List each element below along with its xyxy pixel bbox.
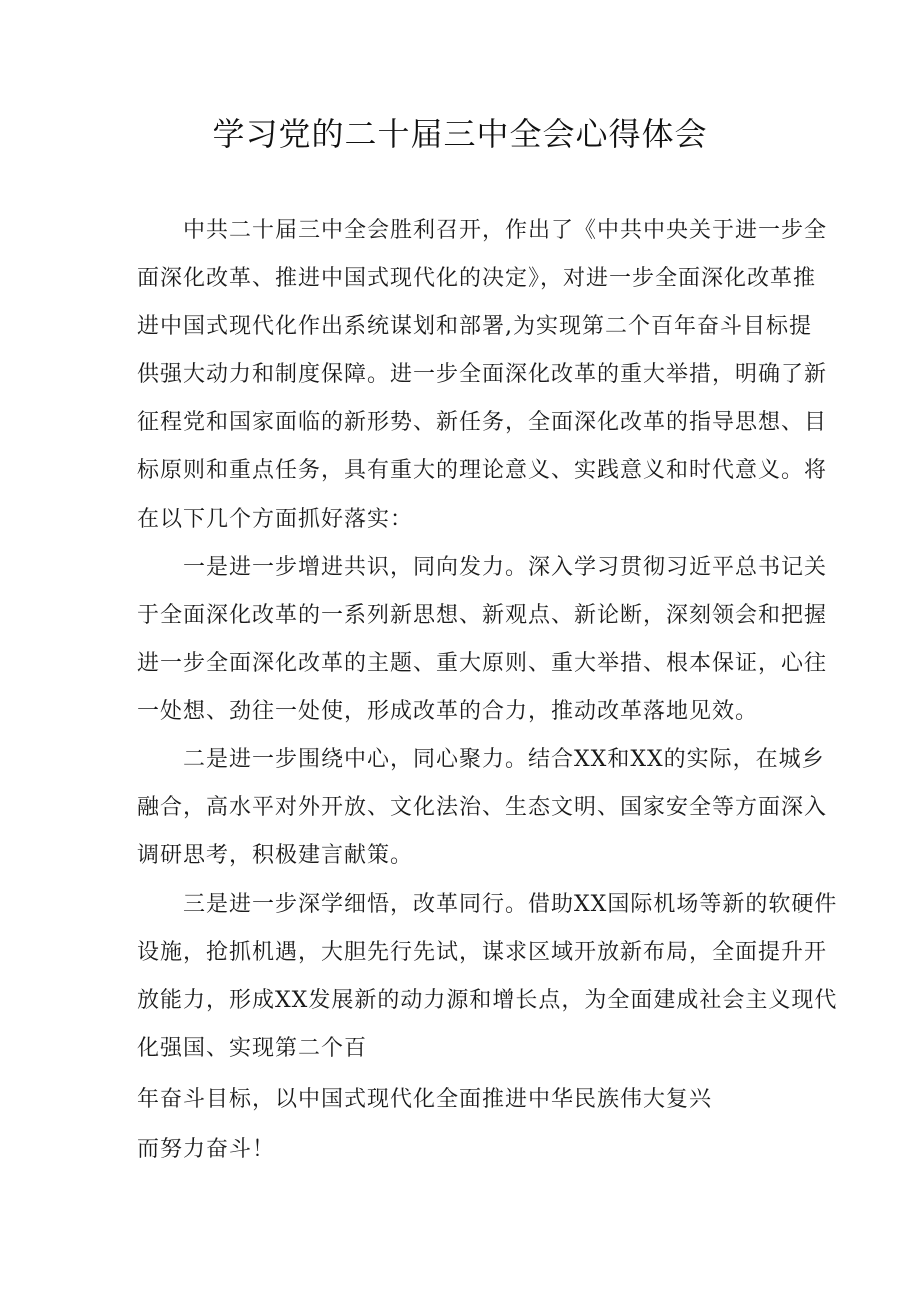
- paragraph-1-line-3: 进中国式现代化作出系统谋划和部署,为实现第二个百年奋斗目标提: [137, 314, 812, 339]
- paragraph-2-line-1: 一是进一步增进共识，同向发力。深入学习贯彻习近平总书记关: [183, 555, 828, 580]
- paragraph-1-line-2: 面深化改革、推进中国式现代化的决定》，对进一步全面深化改革推: [137, 266, 817, 291]
- document-title: 学习党的二十届三中全会心得体会: [212, 115, 708, 153]
- paragraph-2-line-3: 进一步全面深化改革的主题、重大原则、重大举措、根本保证，心往: [137, 651, 828, 676]
- paragraph-4-line-3: 放能力，形成XX发展新的动力源和增长点，为全面建成社会主义现代: [137, 988, 838, 1013]
- paragraph-4-line-2: 设施，抢抓机遇，大胆先行先试，谋求区域开放新布局，全面提升开: [137, 940, 828, 965]
- paragraph-4-line-5: 年奋斗目标，以中国式现代化全面推进中华民族伟大复兴: [137, 1087, 713, 1112]
- paragraph-1-line-6: 标原则和重点任务，具有重大的理论意义、实践意义和时代意义。将: [137, 458, 828, 483]
- paragraph-3-line-1: 二是进一步围绕中心，同心聚力。结合XX和XX的实际，在城乡: [183, 747, 825, 772]
- paragraph-1-line-5: 征程党和国家面临的新形势、新任务，全面深化改革的指导思想、目: [137, 410, 828, 435]
- paragraph-3-line-2: 融合，高水平对外开放、文化法治、生态文明、国家安全等方面深入: [137, 795, 828, 820]
- paragraph-4-line-4: 化强国、实现第二个百: [137, 1036, 368, 1061]
- paragraph-1-line-1: 中共二十届三中全会胜利召开，作出了《中共中央关于进一步全: [183, 218, 828, 243]
- paragraph-4-line-6: 而努力奋斗！: [137, 1137, 276, 1162]
- paragraph-1-line-7: 在以下几个方面抓好落实：: [137, 507, 414, 532]
- paragraph-4-line-1: 三是进一步深学细悟，改革同行。借助XX国际机场等新的软硬件: [183, 892, 838, 917]
- paragraph-3-line-3: 调研思考，积极建言献策。: [137, 843, 414, 868]
- paragraph-1-line-4: 供强大动力和制度保障。进一步全面深化改革的重大举措，明确了新: [137, 362, 828, 387]
- paragraph-2-line-4: 一处想、劲往一处使，形成改革的合力，推动改革落地见效。: [137, 699, 759, 724]
- paragraph-2-line-2: 于全面深化改革的一系列新思想、新观点、新论断，深刻领会和把握: [137, 603, 828, 628]
